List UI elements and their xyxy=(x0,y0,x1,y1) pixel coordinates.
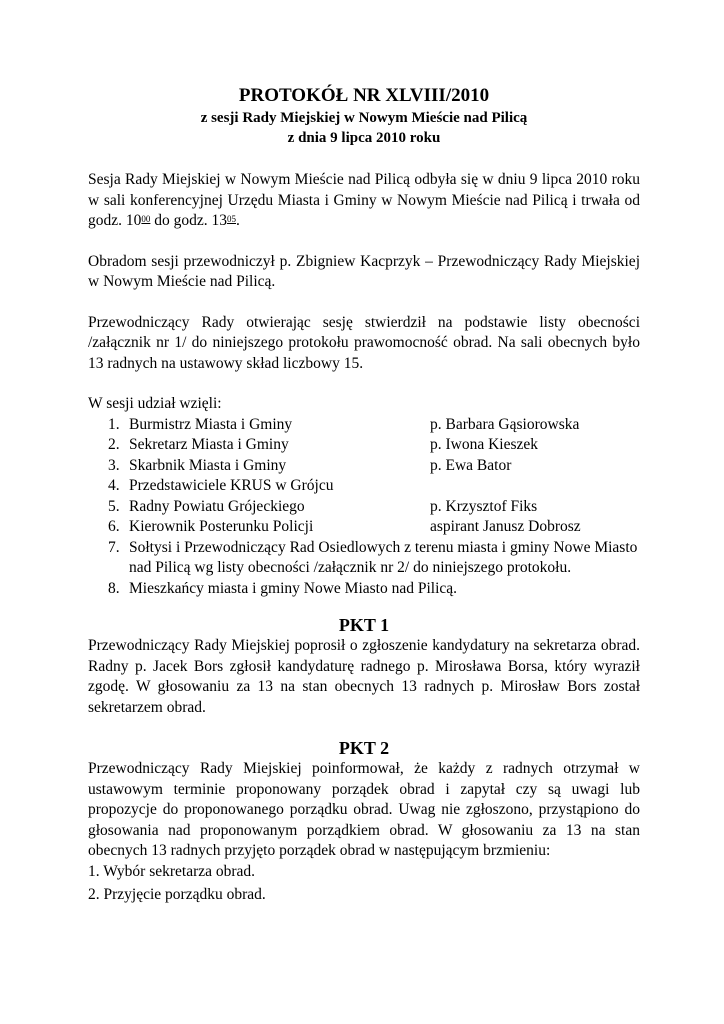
item-number: 4. xyxy=(108,477,120,494)
agenda-item-2: 2. Przyjęcie porządku obrad. xyxy=(88,886,266,903)
item-role: Radny Powiatu Grójeckiego xyxy=(129,497,305,515)
intro-paragraph-quorum: Przewodniczący Rady otwierając sesję stwierdził na podstawie listy obecności /załącznik nr 1/ do niniejszego protokołu prawomocność obrad. Na sali obecnych było 13 radnych na ustawowy skład liczbowy 15. xyxy=(88,313,640,372)
item-number: 6. xyxy=(108,518,120,535)
document-subtitle-date: z dnia 9 lipca 2010 roku xyxy=(287,130,441,146)
item-number: 8. xyxy=(108,579,120,597)
item-person: p. Iwona Kieszek xyxy=(430,436,539,453)
attendance-item xyxy=(88,579,640,600)
attendance-item xyxy=(88,456,640,477)
item-number: 1. xyxy=(108,415,120,433)
section-heading-pkt1: PKT 1 xyxy=(338,615,390,635)
document-subtitle-session: z sesji Rady Miejskiej w Nowym Mieście nad Pilicą xyxy=(200,110,528,126)
intro-text-c: . xyxy=(236,212,240,229)
attendance-item xyxy=(88,517,640,538)
attendance-item xyxy=(88,435,640,456)
document-page xyxy=(88,84,640,906)
item-number: 7. xyxy=(108,538,120,556)
item-role: Kierownik Posterunku Policji xyxy=(129,518,314,535)
item-role: Burmistrz Miasta i Gminy xyxy=(129,415,293,433)
end-time-minutes: 05 xyxy=(227,214,237,224)
attendance-item xyxy=(88,415,640,436)
document-title: PROTOKÓŁ NR XLVIII/2010 xyxy=(238,85,490,106)
attendance-heading: W sesji udział wzięli: xyxy=(88,395,222,412)
intro-paragraph-chair: Obradom sesji przewodniczył p. Zbigniew Kacprzyk – Przewodniczący Rady Miejskiej w Nowym Mieście nad Pilicą. xyxy=(88,252,640,290)
item-role: Mieszkańcy miasta i gminy Nowe Miasto nad Pilicą. xyxy=(129,579,458,597)
intro-text-a: Sesja Rady Miejskiej w Nowym Mieście nad Pilicą odbyła się w dniu 9 lipca 2010 roku w sali konferencyjnej Urzędu Miasta i Gminy w Nowym Mieście nad Pilicą i trwała od godz. 10 xyxy=(88,171,640,229)
item-person: p. Krzysztof Fiks xyxy=(430,497,538,515)
item-role: Skarbnik Miasta i Gminy xyxy=(129,456,287,474)
item-role: Przedstawiciele KRUS w Grójcu xyxy=(129,477,334,494)
intro-paragraph-session xyxy=(88,170,640,232)
item-person: p. Barbara Gąsiorowska xyxy=(430,415,580,433)
item-number: 2. xyxy=(108,436,120,453)
agenda-item-1: 1. Wybór sekretarza obrad. xyxy=(88,862,256,880)
item-role: Sekretarz Miasta i Gminy xyxy=(129,436,289,453)
pkt1-paragraph: Przewodniczący Rady Miejskiej poprosił o zgłoszenie kandydatury na sekretarza obrad. Radny p. Jacek Bors zgłosił kandydaturę radnego p. Mirosława Borsa, który wyraził zgodę. W głosowaniu za 13 na stan obecnych 13 radnych p. Mirosław Bors został sekretarzem obrad. xyxy=(88,637,640,716)
item-number: 5. xyxy=(108,497,120,515)
attendance-item xyxy=(88,476,640,497)
start-time-minutes: 00 xyxy=(141,214,151,224)
section-heading-pkt2: PKT 2 xyxy=(338,738,390,758)
intro-text-b: do godz. 13 xyxy=(150,212,228,229)
item-role: Sołtysi i Przewodniczący Rad Osiedlowych z terenu miasta i gminy Nowe Miasto nad Pilicą wg listy obecności /załącznik nr 2/ do niniejszego protokołu. xyxy=(129,538,638,576)
attendance-list xyxy=(88,415,640,600)
attendance-item xyxy=(88,538,640,579)
item-number: 3. xyxy=(108,456,120,474)
item-person: aspirant Janusz Dobrosz xyxy=(430,518,581,535)
pkt2-paragraph: Przewodniczący Rady Miejskiej poinformował, że każdy z radnych otrzymał w ustawowym terminie proponowany porządek obrad i zapytał czy są uwagi lub propozycje do proponowanego porządku obrad. Uwag nie zgłoszono, przystąpiono do głosowania nad proponowanym porządkiem obrad. W głosowaniu za 13 na stan obecnych 13 radnych przyjęto porządek obrad w następującym brzmieniu: xyxy=(88,760,640,859)
attendance-item xyxy=(88,497,640,518)
item-person: p. Ewa Bator xyxy=(430,456,512,474)
